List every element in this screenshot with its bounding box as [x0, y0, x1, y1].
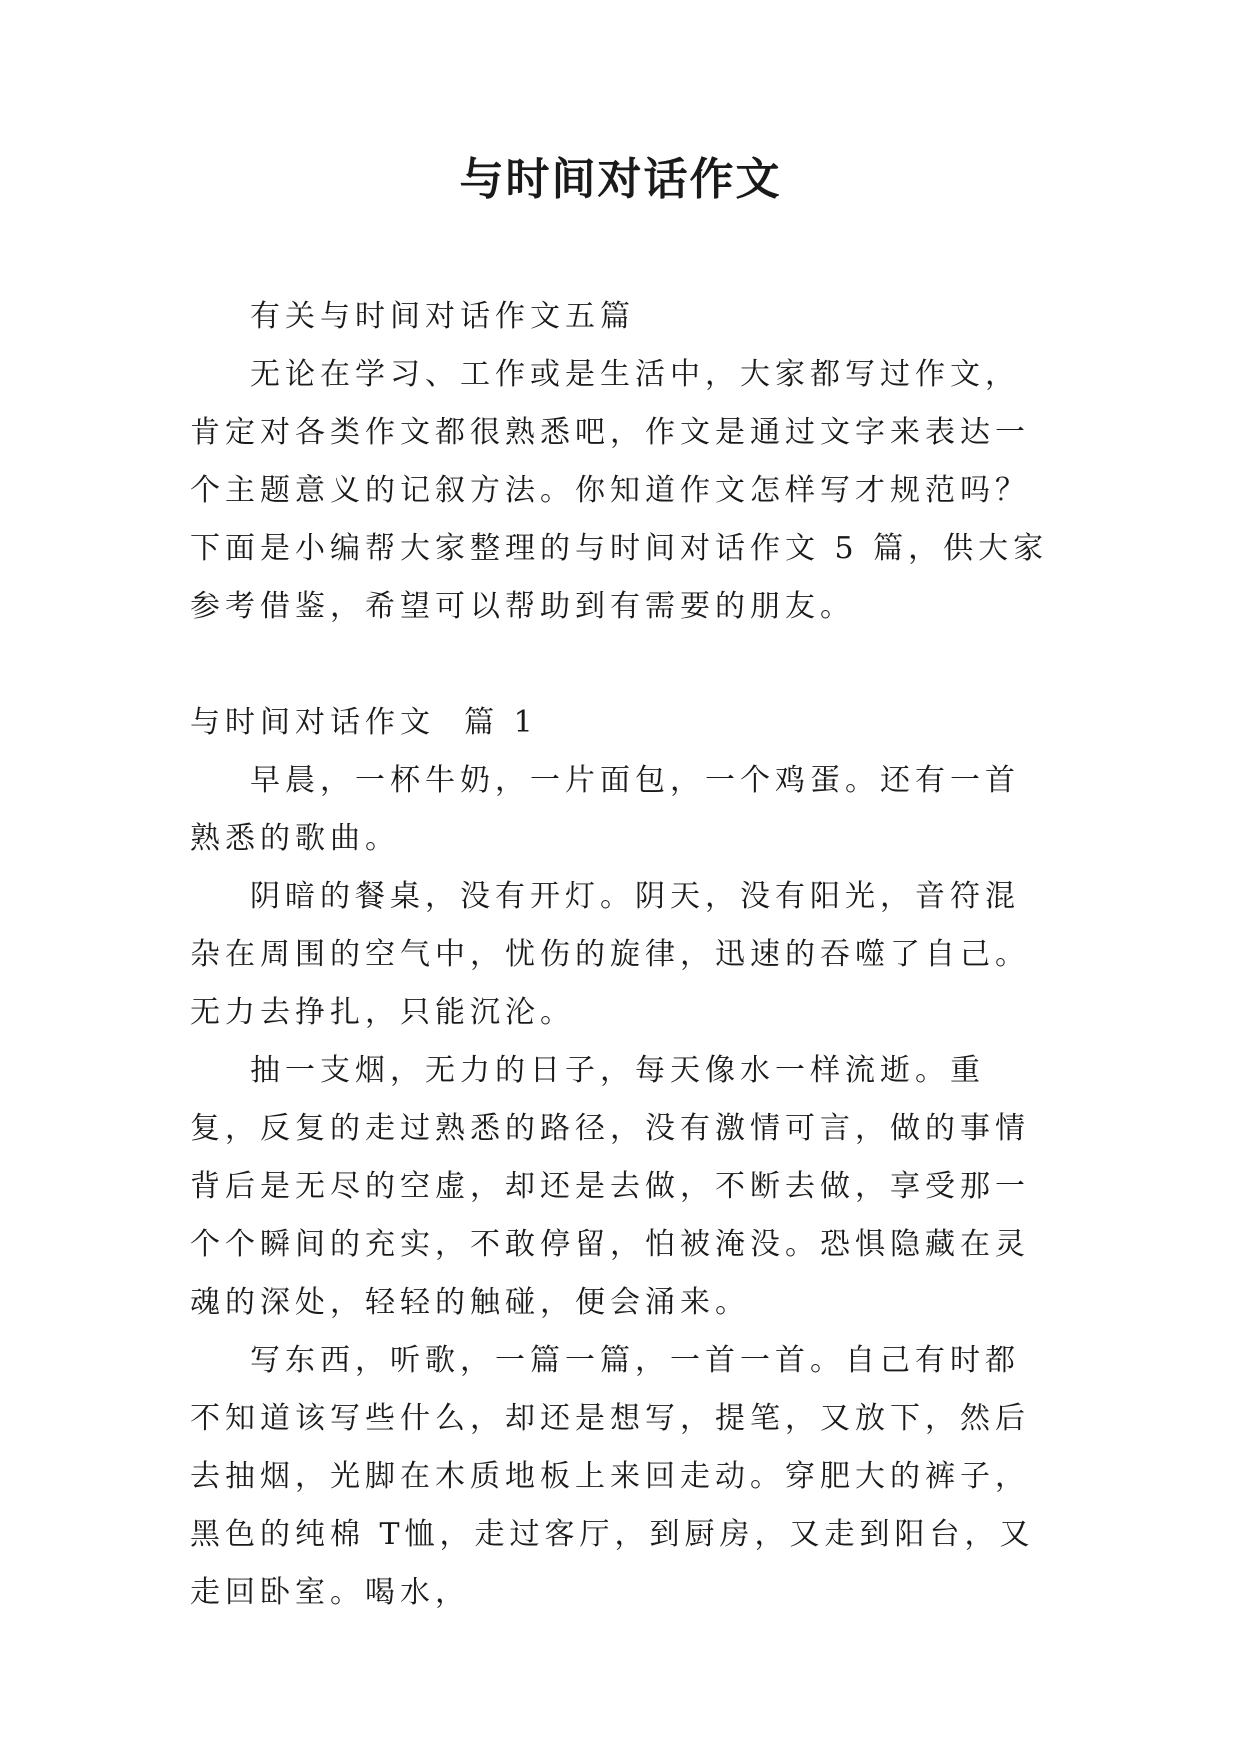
essay-section-1 — [190, 694, 1050, 1622]
section-paragraph: 写东西，听歌，一篇一篇，一首一首。自己有时都不知道该写些什么，却还是想写，提笔，又放下，然后去抽烟，光脚在木质地板上来回走动。穿肥大的裤子，黑色的纯棉 T恤，走过客厅，到厨房，又走到阳台，又走回卧室。喝水， — [190, 1343, 1035, 1610]
intro-block — [190, 288, 1050, 636]
section-paragraph: 阴暗的餐桌，没有开灯。阴天，没有阳光，音符混杂在周围的空气中，忧伤的旋律，迅速的吞噬了自己。无力去挣扎，只能沉沦。 — [190, 879, 1030, 1030]
section-paragraph: 早晨，一杯牛奶，一片面包，一个鸡蛋。还有一首熟悉的歌曲。 — [190, 763, 1020, 856]
intro-subtitle: 有关与时间对话作文五篇 — [250, 299, 635, 334]
section-heading: 与时间对话作文 篇 1 — [190, 705, 538, 740]
document-title: 与时间对话作文 — [459, 154, 782, 205]
section-paragraph: 抽一支烟，无力的日子，每天像水一样流逝。重复，反复的走过熟悉的路径，没有激情可言，做的事情背后是无尽的空虚，却还是去做，不断去做，享受那一个个瞬间的充实，不敢停留，怕被淹没。恐惧隐藏在灵魂的深处，轻轻的触碰，便会涌来。 — [190, 1053, 1030, 1320]
intro-paragraph: 无论在学习、工作或是生活中，大家都写过作文，肯定对各类作文都很熟悉吧，作文是通过文字来表达一个主题意义的记叙方法。你知道作文怎样写才规范吗？下面是小编帮大家整理的与时间对话作文 5 篇，供大家参考借鉴，希望可以帮助到有需要的朋友。 — [190, 357, 1049, 624]
